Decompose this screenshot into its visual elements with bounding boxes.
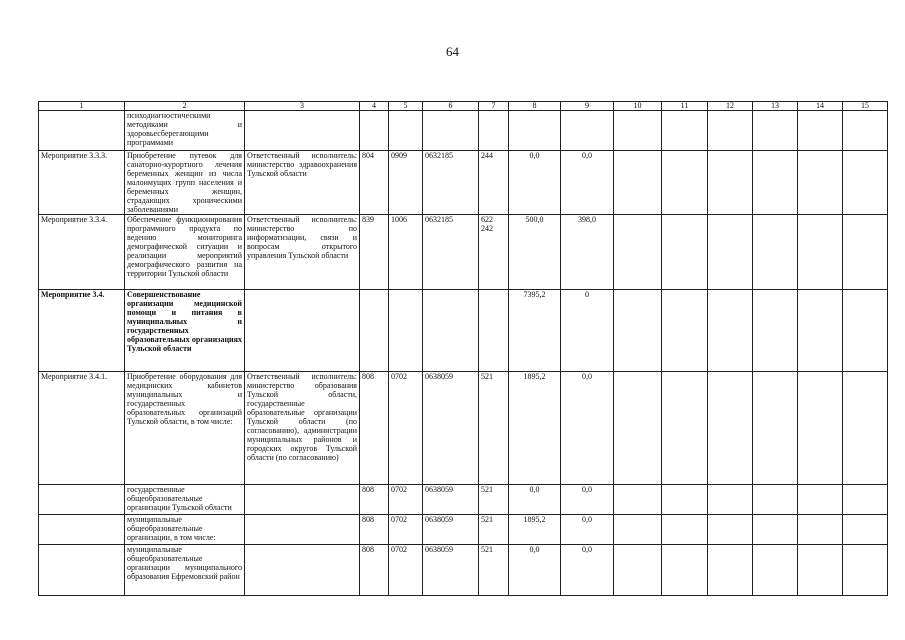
cell-empty <box>798 372 843 485</box>
cell-empty <box>662 151 708 215</box>
cell-empty <box>753 151 798 215</box>
page-number: 64 <box>446 44 459 59</box>
cell-empty <box>614 215 662 290</box>
cell-c7: 521 <box>479 515 509 545</box>
cell-empty <box>708 372 753 485</box>
cell-empty <box>843 215 888 290</box>
cell-empty <box>708 290 753 372</box>
column-number-header <box>39 102 888 111</box>
cell-c8: 500,0 <box>509 215 561 290</box>
cell-empty <box>798 215 843 290</box>
cell-c7: 521 <box>479 485 509 515</box>
cell-c8: 1895,2 <box>509 515 561 545</box>
cell-c3 <box>245 545 360 596</box>
column-number-2: 2 <box>125 102 245 111</box>
cell-empty <box>708 151 753 215</box>
cell-c3 <box>245 111 360 151</box>
cell-c8: 0,0 <box>509 151 561 215</box>
cell-c3: Ответственный исполнитель: министерство образования Тульской области, государственные образовательные организации Тульской области (по согласованию), администрации муниципальных районов и городских округов Тульской области (по согласованию) <box>245 372 360 485</box>
cell-c2: государственные общеобразовательные организации Тульской области <box>125 485 245 515</box>
column-number-14: 14 <box>798 102 843 111</box>
cell-c3: Ответственный исполнитель: министерство по информатизации, связи и вопросам открытого управления Тульской области <box>245 215 360 290</box>
table-row <box>39 515 888 545</box>
column-number-10: 10 <box>614 102 662 111</box>
cell-c6: 0632185 <box>423 151 479 215</box>
cell-empty <box>708 545 753 596</box>
cell-empty <box>753 485 798 515</box>
cell-c6 <box>423 111 479 151</box>
cell-c1 <box>39 111 125 151</box>
cell-empty <box>753 545 798 596</box>
cell-empty <box>614 515 662 545</box>
cell-empty <box>798 111 843 151</box>
cell-c8: 1895,2 <box>509 372 561 485</box>
cell-c2: муниципальные общеобразовательные организации муниципального образования Ефремовский район <box>125 545 245 596</box>
program-measures-table <box>38 101 888 596</box>
column-number-4: 4 <box>360 102 389 111</box>
cell-c2: Обеспечение функционирования программного продукта по ведению мониторинга демографической ситуации и реализации мероприятий демографического развития на территории Тульской области <box>125 215 245 290</box>
cell-c9: 398,0 <box>561 215 614 290</box>
cell-c4: 808 <box>360 372 389 485</box>
cell-empty <box>662 545 708 596</box>
cell-c7: 244 <box>479 151 509 215</box>
cell-c4: 804 <box>360 151 389 215</box>
cell-c7 <box>479 290 509 372</box>
cell-c9: 0,0 <box>561 372 614 485</box>
cell-c2: муниципальные общеобразовательные организации, в том числе: <box>125 515 245 545</box>
cell-empty <box>753 111 798 151</box>
cell-c8: 7395,2 <box>509 290 561 372</box>
cell-c5 <box>389 290 423 372</box>
cell-empty <box>753 290 798 372</box>
cell-c1: Мероприятие 3.4.1. <box>39 372 125 485</box>
cell-empty <box>843 151 888 215</box>
cell-empty <box>798 290 843 372</box>
cell-c6 <box>423 290 479 372</box>
column-number-15: 15 <box>843 102 888 111</box>
cell-c1: Мероприятие 3.4. <box>39 290 125 372</box>
cell-c4 <box>360 290 389 372</box>
cell-c9 <box>561 111 614 151</box>
cell-empty <box>708 515 753 545</box>
cell-c5: 0909 <box>389 151 423 215</box>
cell-c1: Мероприятие 3.3.3. <box>39 151 125 215</box>
column-number-3: 3 <box>245 102 360 111</box>
cell-c9: 0,0 <box>561 545 614 596</box>
cell-c7: 521 <box>479 372 509 485</box>
cell-empty <box>843 372 888 485</box>
cell-empty <box>662 111 708 151</box>
cell-empty <box>843 290 888 372</box>
cell-c3: Ответственный исполнитель: министерство здравоохранения Тульской области <box>245 151 360 215</box>
cell-c8: 0,0 <box>509 485 561 515</box>
cell-c2: психодиагностическими методиками и здоровьесберегающими программами <box>125 111 245 151</box>
cell-c5: 0702 <box>389 372 423 485</box>
cell-c6: 0638059 <box>423 372 479 485</box>
column-number-9: 9 <box>561 102 614 111</box>
cell-empty <box>843 485 888 515</box>
column-number-8: 8 <box>509 102 561 111</box>
cell-empty <box>798 515 843 545</box>
cell-empty <box>708 485 753 515</box>
cell-c7: 521 <box>479 545 509 596</box>
cell-empty <box>614 290 662 372</box>
cell-empty <box>798 485 843 515</box>
cell-empty <box>798 151 843 215</box>
cell-c6: 0638059 <box>423 515 479 545</box>
cell-c6: 0632185 <box>423 215 479 290</box>
cell-empty <box>614 151 662 215</box>
cell-c9: 0,0 <box>561 151 614 215</box>
cell-empty <box>843 515 888 545</box>
cell-c4 <box>360 111 389 151</box>
column-number-13: 13 <box>753 102 798 111</box>
cell-c8: 0,0 <box>509 545 561 596</box>
cell-empty <box>614 111 662 151</box>
cell-c6: 0638059 <box>423 485 479 515</box>
cell-c4: 808 <box>360 515 389 545</box>
cell-empty <box>614 545 662 596</box>
cell-c4: 839 <box>360 215 389 290</box>
column-number-5: 5 <box>389 102 423 111</box>
cell-empty <box>662 290 708 372</box>
table-row <box>39 545 888 596</box>
table-row <box>39 215 888 290</box>
cell-empty <box>614 485 662 515</box>
cell-c3 <box>245 515 360 545</box>
column-number-6: 6 <box>423 102 479 111</box>
column-number-7: 7 <box>479 102 509 111</box>
cell-empty <box>662 372 708 485</box>
cell-c7 <box>479 111 509 151</box>
cell-empty <box>843 111 888 151</box>
cell-c1 <box>39 515 125 545</box>
cell-c5: 0702 <box>389 515 423 545</box>
cell-c3 <box>245 290 360 372</box>
cell-empty <box>708 111 753 151</box>
cell-c1 <box>39 485 125 515</box>
cell-c1: Мероприятие 3.3.4. <box>39 215 125 290</box>
cell-empty <box>798 545 843 596</box>
cell-empty <box>662 485 708 515</box>
cell-c8 <box>509 111 561 151</box>
cell-c5 <box>389 111 423 151</box>
cell-empty <box>753 215 798 290</box>
cell-c2: Приобретение путевок для санаторно-курортного лечения беременных женщин из числа малоимущих групп населения и беременных женщин, страдающих хроническими заболеваниями <box>125 151 245 215</box>
cell-c9: 0 <box>561 290 614 372</box>
cell-empty <box>753 372 798 485</box>
cell-empty <box>843 545 888 596</box>
cell-c6: 0638059 <box>423 545 479 596</box>
cell-empty <box>662 515 708 545</box>
column-number-12: 12 <box>708 102 753 111</box>
table-row <box>39 372 888 485</box>
cell-c9: 0,0 <box>561 485 614 515</box>
cell-empty <box>753 515 798 545</box>
cell-c2: Приобретение оборудования для медицинских кабинетов муниципальных и государственных образовательных организаций Тульской области, в том числе: <box>125 372 245 485</box>
cell-c9: 0,0 <box>561 515 614 545</box>
cell-c2: Совершенствование организации медицинской помощи и питания в муниципальных и государственных образовательных организациях Тульской области <box>125 290 245 372</box>
column-number-1: 1 <box>39 102 125 111</box>
cell-c3 <box>245 485 360 515</box>
cell-c5: 1006 <box>389 215 423 290</box>
cell-c4: 808 <box>360 545 389 596</box>
cell-c5: 0702 <box>389 485 423 515</box>
column-number-11: 11 <box>662 102 708 111</box>
table-row <box>39 290 888 372</box>
cell-c4: 808 <box>360 485 389 515</box>
cell-c1 <box>39 545 125 596</box>
table-row <box>39 485 888 515</box>
table-row <box>39 111 888 151</box>
table-row <box>39 151 888 215</box>
cell-c5: 0702 <box>389 545 423 596</box>
cell-empty <box>708 215 753 290</box>
cell-c7: 622 242 <box>479 215 509 290</box>
cell-empty <box>662 215 708 290</box>
cell-empty <box>614 372 662 485</box>
